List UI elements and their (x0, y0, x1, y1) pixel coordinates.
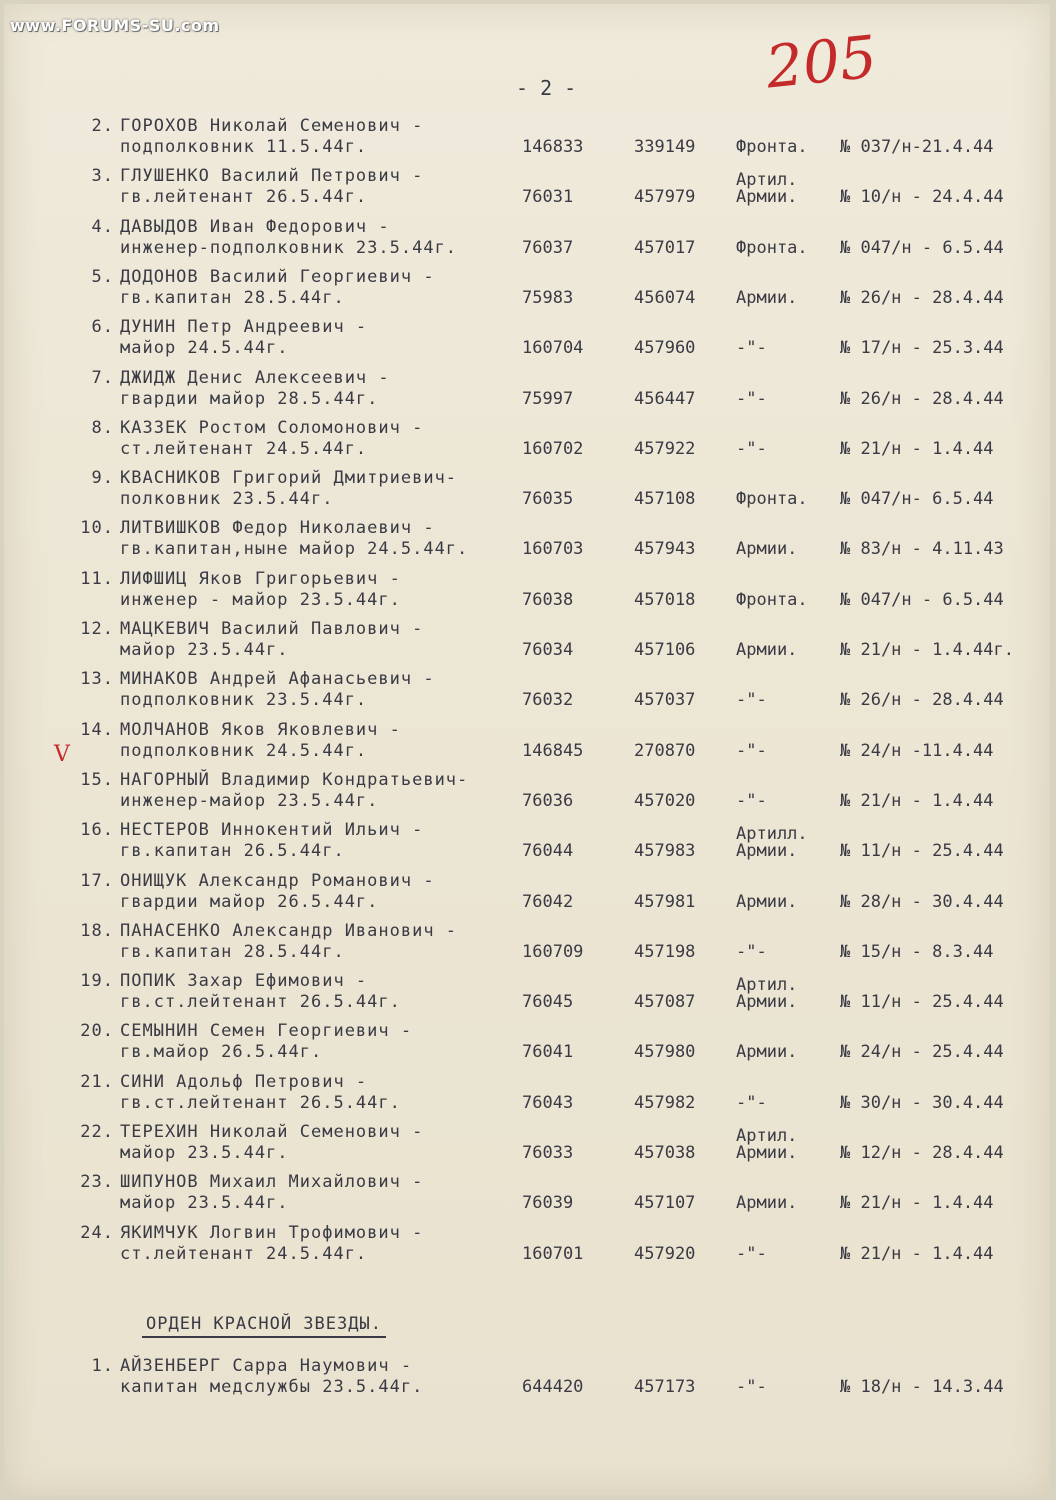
issuing-unit: Армии. (736, 992, 798, 1013)
recipient-rank-date: гв.майор 26.5.44г. (120, 1042, 323, 1063)
watermark: www.FORUMS-SU.com (10, 16, 220, 35)
award-entry (4, 720, 1050, 772)
certificate-number: 160701 (522, 1243, 584, 1264)
recipient-rank-date: ст.лейтенант 24.5.44г. (120, 438, 368, 459)
award-entry (4, 569, 1050, 621)
issuing-unit-top: Артил. (736, 975, 798, 996)
recipient-name: ЯКИМЧУК Логвин Трофимович - (120, 1222, 424, 1243)
entry-number: 23. (80, 1172, 114, 1193)
award-entry (4, 267, 1050, 319)
order-number: 457960 (634, 338, 696, 359)
order-number: 457920 (634, 1243, 696, 1264)
certificate-number: 76041 (522, 1042, 574, 1063)
entry-number: 18. (80, 920, 114, 941)
issuing-unit: Армии. (736, 1042, 798, 1063)
order-reference: № 26/н - 28.4.44 (840, 690, 1004, 711)
recipient-rank-date: гв.капитан,ныне майор 24.5.44г. (120, 539, 469, 560)
recipient-name: КАЗЗЕК Ростом Соломонович - (120, 417, 424, 438)
certificate-number: 76031 (522, 187, 574, 208)
certificate-number: 76032 (522, 690, 574, 711)
order-number: 457979 (634, 187, 696, 208)
award-entry (4, 116, 1050, 168)
entry-number: 7. (91, 367, 114, 388)
award-entry (4, 468, 1050, 520)
entry-number: 20. (80, 1021, 114, 1042)
recipient-rank-date: инженер-майор 23.5.44г. (120, 790, 379, 811)
certificate-number: 76043 (522, 1092, 574, 1113)
order-number: 457982 (634, 1092, 696, 1113)
order-reference: № 11/н - 25.4.44 (840, 992, 1004, 1013)
section-heading: ОРДЕН КРАСНОЙ ЗВЕЗДЫ. (142, 1314, 386, 1338)
recipient-name: ГЛУШЕНКО Василий Петрович - (120, 166, 424, 187)
issuing-unit: Армии. (736, 287, 798, 308)
recipient-rank-date: гв.капитан 28.5.44г. (120, 941, 345, 962)
entry-number: 8. (91, 417, 114, 438)
order-number: 457087 (634, 992, 696, 1013)
recipient-rank-date: гв.ст.лейтенант 26.5.44г. (120, 1092, 401, 1113)
award-entry (4, 166, 1050, 218)
order-number: 457020 (634, 790, 696, 811)
entry-number: 6. (91, 317, 114, 338)
order-number: 456074 (634, 287, 696, 308)
award-entry (4, 770, 1050, 822)
recipient-name: ТЕРЕХИН Николай Семенович - (120, 1122, 424, 1142)
award-entry (4, 871, 1050, 923)
issuing-unit: Армии. (736, 1143, 798, 1163)
recipient-rank-date: капитан медслужбы 23.5.44г. (120, 1377, 424, 1397)
award-entry (4, 1172, 1050, 1224)
order-reference: № 30/н - 30.4.44 (840, 1092, 1004, 1113)
recipient-name: МОЛЧАНОВ Яков Яковлевич - (120, 719, 401, 740)
issuing-unit: Армии. (736, 841, 798, 862)
order-reference: № 12/н - 28.4.44 (840, 1143, 1004, 1163)
certificate-number: 76039 (522, 1193, 574, 1214)
issuing-unit: Армии. (736, 187, 798, 208)
issuing-unit: -"- (736, 388, 767, 409)
certificate-number: 76038 (522, 589, 574, 610)
recipient-rank-date: гвардии майор 28.5.44г. (120, 388, 379, 409)
entry-number: 14. (80, 719, 114, 740)
award-entry (4, 1223, 1050, 1275)
entry-number: 2. (91, 116, 114, 136)
recipient-rank-date: гв.капитан 26.5.44г. (120, 841, 345, 862)
entry-number: 13. (80, 669, 114, 690)
award-entry (4, 1072, 1050, 1124)
award-entry (4, 820, 1050, 872)
order-reference: № 047/н - 6.5.44 (840, 589, 1004, 610)
order-reference: № 047/н- 6.5.44 (840, 489, 994, 510)
recipient-name: ГОРОХОВ Николай Семенович - (120, 116, 424, 136)
order-number: 457108 (634, 489, 696, 510)
certificate-number: 76036 (522, 790, 574, 811)
entry-number: 24. (80, 1222, 114, 1243)
order-reference: № 83/н - 4.11.43 (840, 539, 1004, 560)
issuing-unit: Армии. (736, 640, 798, 660)
order-reference: № 28/н - 30.4.44 (840, 891, 1004, 912)
recipient-rank-date: майор 23.5.44г. (120, 640, 289, 660)
entry-number: 10. (80, 518, 114, 539)
recipient-rank-date: ст.лейтенант 24.5.44г. (120, 1243, 368, 1264)
entry-number: 11. (80, 568, 114, 589)
certificate-number: 160704 (522, 338, 584, 359)
recipient-rank-date: полковник 23.5.44г. (120, 489, 334, 510)
recipient-name: ДОДОНОВ Василий Георгиевич - (120, 266, 435, 287)
issuing-unit: -"- (736, 438, 767, 459)
entry-number: 15. (80, 769, 114, 790)
recipient-name: ОНИЩУК Александр Романович - (120, 870, 435, 891)
award-entry (4, 368, 1050, 420)
order-number: 457981 (634, 891, 696, 912)
recipient-rank-date: подполковник 11.5.44г. (120, 137, 368, 157)
recipient-rank-date: майор 23.5.44г. (120, 1143, 289, 1163)
order-reference: № 21/н - 1.4.44г. (840, 640, 1014, 660)
order-reference: № 10/н - 24.4.44 (840, 187, 1004, 208)
recipient-rank-date: майор 24.5.44г. (120, 338, 289, 359)
order-number: 457198 (634, 941, 696, 962)
entry-number: 3. (91, 166, 114, 187)
order-reference: № 21/н - 1.4.44 (840, 1193, 994, 1214)
order-number: 457018 (634, 589, 696, 610)
entry-number: 1. (91, 1356, 114, 1376)
award-entry (4, 518, 1050, 570)
recipient-name: ЛИФШИЦ Яков Григорьевич - (120, 568, 401, 589)
order-number: 456447 (634, 388, 696, 409)
issuing-unit: -"- (736, 338, 767, 359)
recipient-name: МАЦКЕВИЧ Василий Павлович - (120, 619, 424, 639)
issuing-unit: Фронта. (736, 489, 808, 510)
order-reference: № 047/н - 6.5.44 (840, 237, 1004, 258)
order-number: 457173 (634, 1377, 696, 1397)
certificate-number: 644420 (522, 1377, 584, 1397)
issuing-unit: -"- (736, 690, 767, 711)
recipient-name: ПАНАСЕНКО Александр Иванович - (120, 920, 458, 941)
award-entry (4, 971, 1050, 1023)
issuing-unit: Армии. (736, 539, 798, 560)
recipient-rank-date: гвардии майор 26.5.44г. (120, 891, 379, 912)
order-number: 457106 (634, 640, 696, 660)
entry-number: 5. (91, 266, 114, 287)
recipient-rank-date: гв.капитан 28.5.44г. (120, 287, 345, 308)
recipient-name: ПОПИК Захар Ефимович - (120, 971, 368, 992)
recipient-name: НЕСТЕРОВ Иннокентий Ильич - (120, 820, 424, 841)
issuing-unit: -"- (736, 941, 767, 962)
issuing-unit-top: Артилл. (736, 824, 808, 845)
award-entry (4, 217, 1050, 269)
certificate-number: 76042 (522, 891, 574, 912)
certificate-number: 160702 (522, 438, 584, 459)
recipient-rank-date: гв.лейтенант 26.5.44г. (120, 187, 368, 208)
entry-number: 21. (80, 1071, 114, 1092)
order-reference: № 24/н -11.4.44 (840, 740, 994, 761)
certificate-number: 75997 (522, 388, 574, 409)
issuing-unit-top: Артил. (736, 170, 798, 191)
award-entry (4, 317, 1050, 369)
order-reference: № 17/н - 25.3.44 (840, 338, 1004, 359)
issuing-unit: Фронта. (736, 237, 808, 258)
issuing-unit: Фронта. (736, 589, 808, 610)
certificate-number: 160703 (522, 539, 584, 560)
award-entry (4, 921, 1050, 973)
order-reference: № 26/н - 28.4.44 (840, 287, 1004, 308)
order-number: 457922 (634, 438, 696, 459)
issuing-unit: -"- (736, 1377, 767, 1397)
recipient-rank-date: подполковник 23.5.44г. (120, 690, 368, 711)
award-entry (4, 1356, 1050, 1408)
issuing-unit: -"- (736, 1092, 767, 1113)
red-check-mark: V (54, 742, 70, 767)
recipient-name: КВАСНИКОВ Григорий Дмитриевич- (120, 468, 458, 489)
certificate-number: 75983 (522, 287, 574, 308)
order-reference: № 21/н - 1.4.44 (840, 790, 994, 811)
recipient-rank-date: майор 23.5.44г. (120, 1193, 289, 1214)
recipient-rank-date: инженер-подполковник 23.5.44г. (120, 237, 458, 258)
certificate-number: 76035 (522, 489, 574, 510)
recipient-name: ШИПУНОВ Михаил Михайлович - (120, 1172, 424, 1193)
order-reference: № 18/н - 14.3.44 (840, 1377, 1004, 1397)
order-reference: № 21/н - 1.4.44 (840, 438, 994, 459)
certificate-number: 146833 (522, 137, 584, 157)
recipient-name: ДАВЫДОВ Иван Федорович - (120, 216, 390, 237)
certificate-number: 146845 (522, 740, 584, 761)
recipient-name: СИНИ Адольф Петрович - (120, 1071, 368, 1092)
order-number: 457017 (634, 237, 696, 258)
certificate-number: 76037 (522, 237, 574, 258)
entry-number: 9. (91, 468, 114, 489)
issuing-unit-top: Артил. (736, 1126, 798, 1146)
order-reference: № 11/н - 25.4.44 (840, 841, 1004, 862)
page-number: - 2 - (516, 76, 577, 100)
issuing-unit: -"- (736, 1243, 767, 1264)
entry-number: 17. (80, 870, 114, 891)
recipient-name: СЕМЫНИН Семен Георгиевич - (120, 1021, 413, 1042)
certificate-number: 76034 (522, 640, 574, 660)
recipient-name: ДЖИДЖ Денис Алексеевич - (120, 367, 390, 388)
entry-number: 19. (80, 971, 114, 992)
document-page (4, 4, 1050, 1496)
certificate-number: 76033 (522, 1143, 574, 1163)
order-number: 457943 (634, 539, 696, 560)
order-number: 457038 (634, 1143, 696, 1163)
award-entry (4, 418, 1050, 470)
order-number: 457107 (634, 1193, 696, 1214)
order-number: 270870 (634, 740, 696, 761)
entry-number: 16. (80, 820, 114, 841)
entry-number: 4. (91, 216, 114, 237)
issuing-unit: -"- (736, 740, 767, 761)
recipient-name: НАГОРНЫЙ Владимир Кондратьевич- (120, 769, 469, 790)
order-reference: № 26/н - 28.4.44 (840, 388, 1004, 409)
order-number: 339149 (634, 137, 696, 157)
award-entry (4, 669, 1050, 721)
recipient-rank-date: инженер - майор 23.5.44г. (120, 589, 401, 610)
issuing-unit: Армии. (736, 1193, 798, 1214)
order-number: 457983 (634, 841, 696, 862)
entry-number: 12. (80, 619, 114, 639)
handwritten-page-number: 205 (762, 22, 880, 102)
recipient-name: МИНАКОВ Андрей Афанасьевич - (120, 669, 435, 690)
order-reference: № 037/н-21.4.44 (840, 137, 994, 157)
award-entry (4, 1122, 1050, 1174)
order-number: 457980 (634, 1042, 696, 1063)
order-reference: № 21/н - 1.4.44 (840, 1243, 994, 1264)
entry-number: 22. (80, 1122, 114, 1142)
award-entry (4, 1021, 1050, 1073)
recipient-name: ЛИТВИШКОВ Федор Николаевич - (120, 518, 435, 539)
issuing-unit: Фронта. (736, 137, 808, 157)
recipient-name: АЙЗЕНБЕРГ Сарра Наумович - (120, 1356, 413, 1376)
recipient-rank-date: подполковник 24.5.44г. (120, 740, 368, 761)
issuing-unit: -"- (736, 790, 767, 811)
order-reference: № 15/н - 8.3.44 (840, 941, 994, 962)
award-entry (4, 619, 1050, 671)
issuing-unit: Армии. (736, 891, 798, 912)
recipient-name: ДУНИН Петр Андреевич - (120, 317, 368, 338)
order-number: 457037 (634, 690, 696, 711)
certificate-number: 160709 (522, 941, 584, 962)
certificate-number: 76044 (522, 841, 574, 862)
order-reference: № 24/н - 25.4.44 (840, 1042, 1004, 1063)
recipient-rank-date: гв.ст.лейтенант 26.5.44г. (120, 992, 401, 1013)
certificate-number: 76045 (522, 992, 574, 1013)
